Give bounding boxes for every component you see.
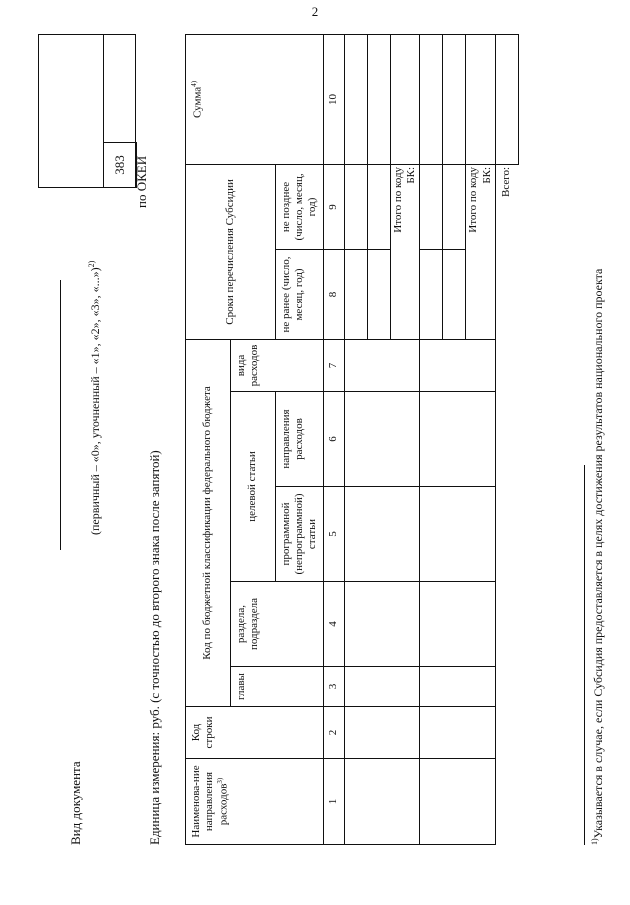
header-sum: Сумма$^{4)}$ — [186, 34, 324, 164]
total-bk-label: Итого по коду БК: — [466, 164, 495, 249]
col-num: 7 — [324, 339, 345, 391]
page-number: 2 — [311, 4, 319, 19]
header-name: Наименова-ние направления расходов$^{3)}$ — [186, 759, 324, 845]
column-numbers-row — [324, 34, 345, 844]
total-bk-label: Итого по коду БК: — [391, 164, 420, 249]
okei-box — [38, 34, 136, 188]
footnote-divider — [584, 465, 585, 845]
header-direction: направления расходов — [276, 392, 324, 487]
col-num: 8 — [324, 249, 345, 339]
unit-label: Единица измерения: руб. (с точностью до второго знака после запятой) — [147, 450, 162, 845]
grand-total-row — [495, 34, 518, 844]
grand-total-label: Всего: — [495, 164, 518, 844]
col-num: 10 — [324, 34, 345, 164]
header-section: раздела, подраздела — [231, 582, 324, 667]
okei-label: по ОКЕИ — [134, 155, 149, 208]
header-terms: Сроки перечисления Субсидии — [186, 164, 276, 339]
header-target-article: целевой статьи — [231, 392, 276, 582]
col-num: 5 — [324, 487, 345, 582]
col-num: 1 — [324, 759, 345, 845]
header-program-article: программной (непрограммной) статьи — [276, 487, 324, 582]
col-num: 6 — [324, 392, 345, 487]
col-num: 4 — [324, 582, 345, 667]
header-not-later: не позднее (число, месяц, год) — [276, 164, 324, 249]
header-bk-code: Код по бюджетной классификации федерального бюджета — [186, 339, 231, 706]
header-row-code: Код строки — [186, 707, 324, 759]
col-num: 3 — [324, 667, 345, 707]
okei-value: 383 — [103, 142, 137, 188]
document-kind-hint: (первичный – «0», уточненный – «1», «2», «3», «...»)$^{2)}$ — [87, 260, 102, 535]
document-kind-line — [60, 280, 61, 550]
table-row — [345, 34, 368, 844]
footnote: $^{1)}$Указывается в случае, если Субсидия предоставляется в целях достижения результатов национального проекта — [590, 268, 605, 845]
header-expense-type: вида расходов — [231, 339, 324, 391]
document-kind-label: Вид документа — [68, 761, 83, 845]
table-row — [420, 34, 443, 844]
subsidy-schedule-table — [185, 34, 519, 845]
header-not-before: не ранее (число, месяц, год) — [276, 249, 324, 339]
col-num: 9 — [324, 164, 345, 249]
col-num: 2 — [324, 707, 345, 759]
header-chapter: главы — [231, 667, 324, 707]
